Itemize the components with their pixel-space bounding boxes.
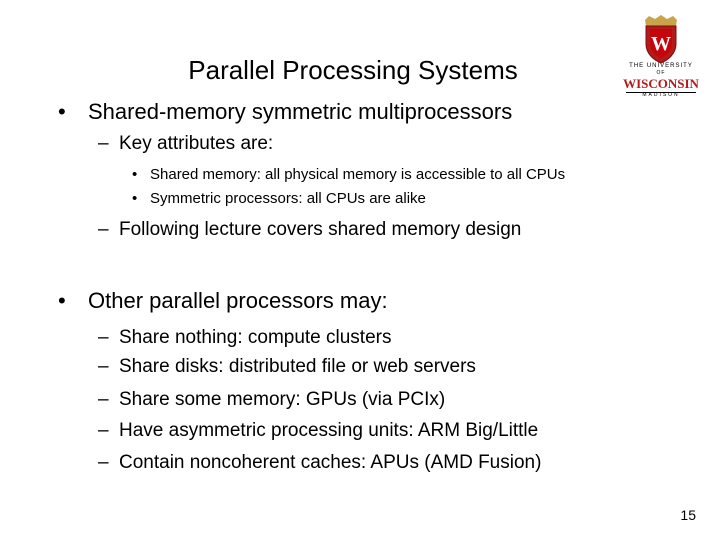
university-logo — [620, 14, 702, 98]
logo-line3: MADISON — [642, 92, 680, 98]
slide-title: Parallel Processing Systems — [188, 55, 518, 85]
bullet-marker: – — [98, 219, 109, 240]
crest-letter: W — [651, 33, 671, 55]
bullet-text: Other parallel processors may: — [88, 288, 388, 313]
bullet-marker: – — [98, 420, 109, 441]
bullet-text: Shared memory: all physical memory is accessible to all CPUs — [150, 166, 566, 183]
logo-name: WISCONSIN — [623, 76, 699, 91]
bullet-text: Share some memory: GPUs (via PCIx) — [119, 389, 446, 410]
bullet-marker: • — [132, 166, 138, 183]
bullet-marker: – — [98, 327, 109, 348]
bullet-text: Share nothing: compute clusters — [119, 327, 392, 348]
bullet-text: Shared-memory symmetric multiprocessors — [88, 99, 513, 124]
bullet-marker: • — [58, 99, 66, 124]
crest-icon — [641, 14, 681, 64]
bullet-marker: – — [98, 356, 109, 377]
bullet-marker: – — [98, 389, 109, 410]
bullet-marker: – — [98, 133, 109, 154]
bullet-text: Symmetric processors: all CPUs are alike — [150, 190, 426, 207]
bullet-text: Following lecture covers shared memory design — [119, 219, 522, 240]
page-number: 15 — [680, 507, 696, 523]
bullet-text: Key attributes are: — [119, 133, 274, 154]
bullet-text: Contain noncoherent caches: APUs (AMD Fusion) — [119, 452, 542, 473]
logo-line1: THE UNIVERSITY — [629, 63, 693, 69]
bullet-marker: – — [98, 452, 109, 473]
bullet-text: Have asymmetric processing units: ARM Big/Little — [119, 420, 539, 441]
logo-line2: OF — [656, 70, 666, 76]
bullet-marker: • — [58, 288, 66, 313]
bullet-text: Share disks: distributed file or web servers — [119, 356, 476, 377]
bullet-marker: • — [132, 190, 138, 207]
